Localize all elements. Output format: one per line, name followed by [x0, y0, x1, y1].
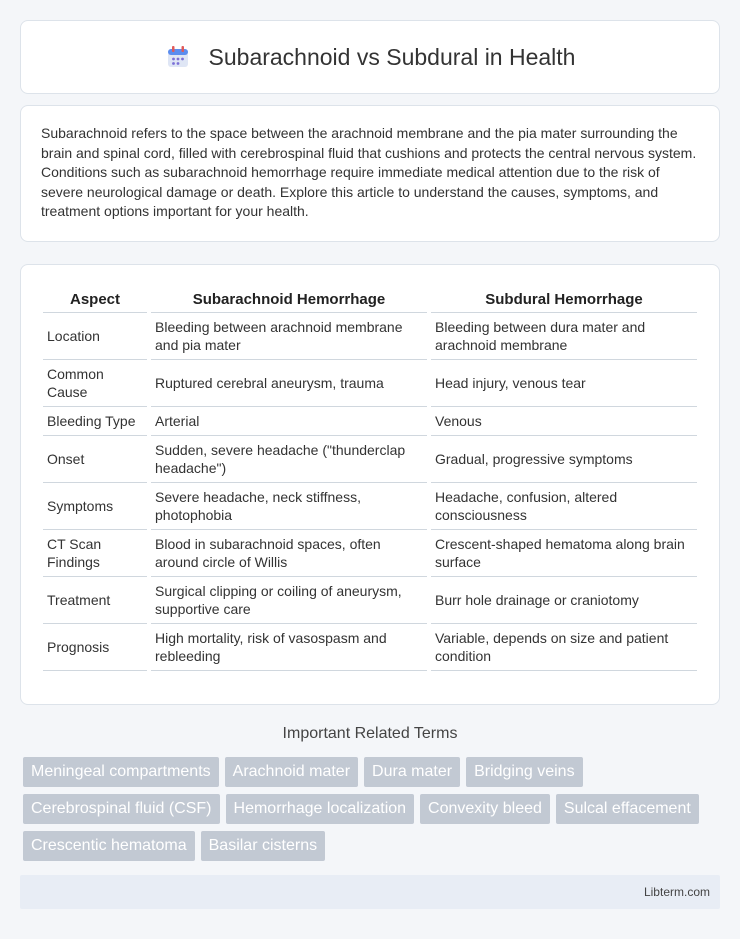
- cell-aspect: CT Scan Findings: [43, 530, 147, 577]
- related-term-tag[interactable]: Bridging veins: [466, 757, 583, 787]
- related-term-tag[interactable]: Meningeal compartments: [23, 757, 219, 787]
- cell-subarachnoid: Ruptured cerebral aneurysm, trauma: [151, 360, 427, 407]
- page-title: Subarachnoid vs Subdural in Health: [208, 43, 576, 70]
- cell-subarachnoid: Sudden, severe headache ("thunderclap headache"): [151, 436, 427, 483]
- cell-aspect: Location: [43, 313, 147, 360]
- header-subdural: Subdural Hemorrhage: [431, 285, 697, 313]
- related-terms-title: Important Related Terms: [282, 725, 458, 742]
- cell-subarachnoid: Severe headache, neck stiffness, photophobia: [151, 483, 427, 530]
- table-row: [43, 436, 697, 483]
- related-term-tag[interactable]: Cerebrospinal fluid (CSF): [23, 794, 220, 824]
- table-row: [43, 577, 697, 624]
- cell-subdural: Gradual, progressive symptoms: [431, 436, 697, 483]
- related-term-tag[interactable]: Convexity bleed: [420, 794, 550, 824]
- cell-aspect: Bleeding Type: [43, 407, 147, 436]
- related-term-tag[interactable]: Arachnoid mater: [225, 757, 358, 787]
- table-row: [43, 360, 697, 407]
- table-row: [43, 483, 697, 530]
- cell-subdural: Variable, depends on size and patient condition: [431, 624, 697, 671]
- cell-subarachnoid: Blood in subarachnoid spaces, often around circle of Willis: [151, 530, 427, 577]
- cell-subdural: Bleeding between dura mater and arachnoid membrane: [431, 313, 697, 360]
- header-aspect: Aspect: [43, 285, 147, 313]
- cell-aspect: Onset: [43, 436, 147, 483]
- calendar-icon: [165, 44, 191, 70]
- table-row: [43, 530, 697, 577]
- cell-aspect: Prognosis: [43, 624, 147, 671]
- cell-subarachnoid: Bleeding between arachnoid membrane and pia mater: [151, 313, 427, 360]
- related-term-tag[interactable]: Sulcal effacement: [556, 794, 699, 824]
- cell-subdural: Venous: [431, 407, 697, 436]
- footer: [20, 875, 720, 909]
- related-terms-list: [23, 757, 713, 861]
- related-term-tag[interactable]: Hemorrhage localization: [226, 794, 415, 824]
- related-term-tag[interactable]: Dura mater: [364, 757, 460, 787]
- cell-subdural: Headache, confusion, altered consciousness: [431, 483, 697, 530]
- table-row: [43, 624, 697, 671]
- comparison-table: [39, 285, 701, 671]
- cell-subdural: Head injury, venous tear: [431, 360, 697, 407]
- related-term-tag[interactable]: Basilar cisterns: [201, 831, 325, 861]
- header-subarachnoid: Subarachnoid Hemorrhage: [151, 285, 427, 313]
- table-row: [43, 313, 697, 360]
- title-card: [20, 20, 720, 94]
- related-term-tag[interactable]: Crescentic hematoma: [23, 831, 195, 861]
- cell-subarachnoid: High mortality, risk of vasospasm and rebleeding: [151, 624, 427, 671]
- footer-site-link[interactable]: Libterm.com: [643, 885, 710, 899]
- table-body: [43, 313, 697, 671]
- cell-subarachnoid: Surgical clipping or coiling of aneurysm, supportive care: [151, 577, 427, 624]
- cell-aspect: Symptoms: [43, 483, 147, 530]
- intro-card: [20, 105, 720, 242]
- table-row: [43, 407, 697, 436]
- cell-subdural: Burr hole drainage or craniotomy: [431, 577, 697, 624]
- table-header-row: [43, 285, 697, 313]
- cell-subarachnoid: Arterial: [151, 407, 427, 436]
- comparison-card: [20, 264, 720, 705]
- cell-subdural: Crescent-shaped hematoma along brain surface: [431, 530, 697, 577]
- cell-aspect: Treatment: [43, 577, 147, 624]
- intro-text: Subarachnoid refers to the space between the arachnoid membrane and the pia mater surrounding the brain and spinal cord, filled with cerebrospinal fluid that cushions and protects the central nervous system. Conditions such as subarachnoid hemorrhage require immediate medical attention due to the risk of severe neurological damage or death. Explore this article to understand the causes, symptoms, and treatment options important for your health.: [41, 125, 697, 220]
- cell-aspect: Common Cause: [43, 360, 147, 407]
